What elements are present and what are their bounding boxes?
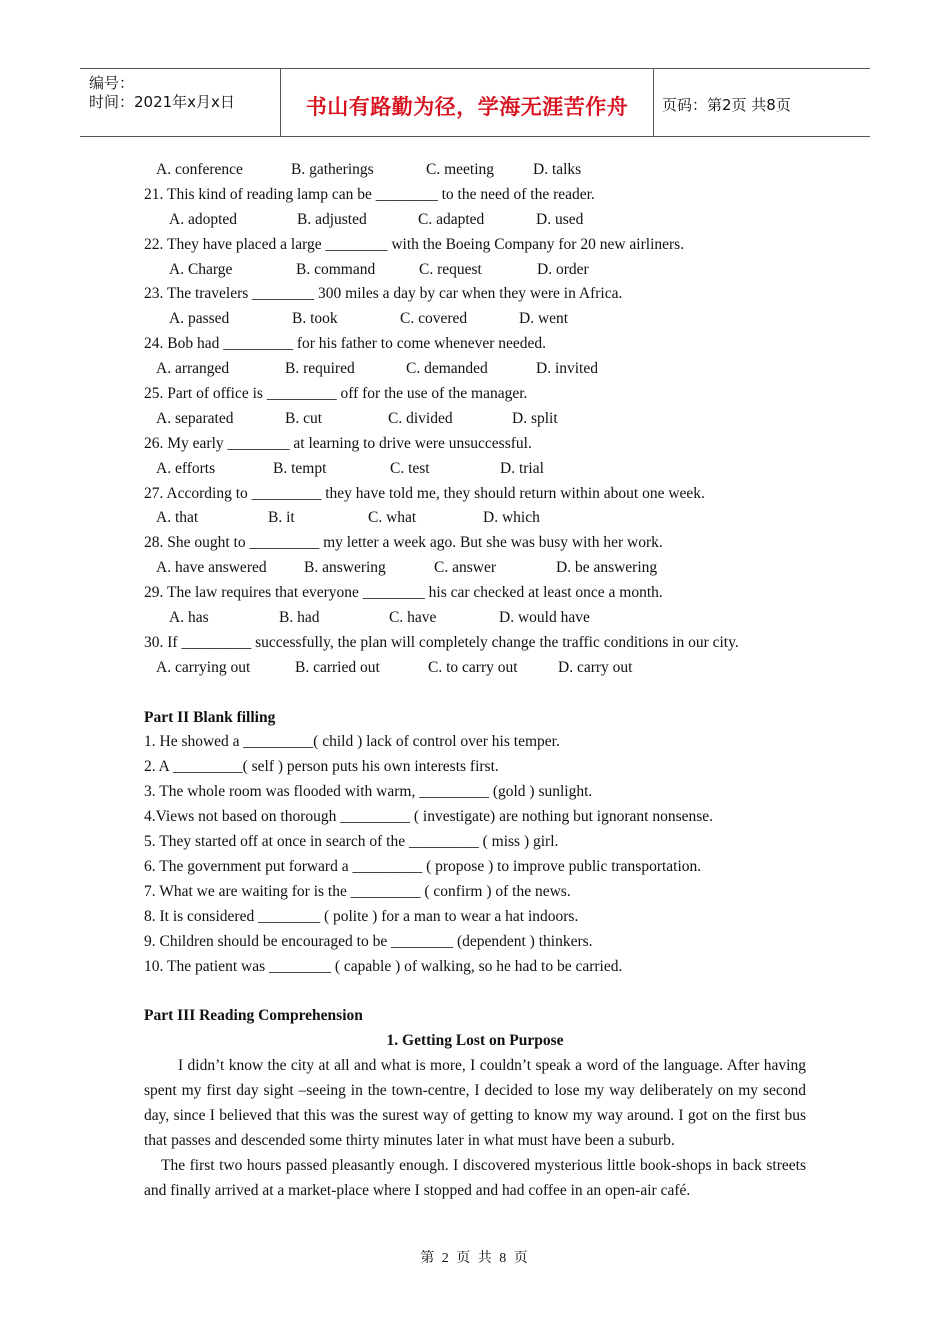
- option-c: C. divided: [388, 409, 453, 427]
- option-c: C. meeting: [426, 161, 495, 178]
- question-26: 26. My early ________ at learning to drive were unsuccessful.: [144, 434, 532, 452]
- option-d: D. order: [537, 260, 589, 278]
- options-q20: [144, 158, 806, 183]
- part3-heading: Part III Reading Comprehension: [144, 1007, 363, 1025]
- blank-item: 7. What we are waiting for is the _________ ( confirm ) of the news.: [144, 882, 571, 900]
- options-q24: [144, 357, 806, 382]
- option-c: C. covered: [400, 310, 468, 328]
- option-a: A. efforts: [156, 459, 216, 477]
- time-label: 时间：2021年x月x日: [89, 93, 235, 111]
- question-28: 28. She ought to _________ my letter a week ago. But she was busy with her work.: [144, 534, 663, 552]
- option-a: A. has: [169, 609, 209, 627]
- option-d: D. went: [519, 310, 569, 328]
- option-b: B. required: [285, 360, 355, 378]
- option-c: C. test: [390, 459, 430, 477]
- number-label: 编号：: [89, 74, 135, 92]
- options-q21: [144, 208, 806, 233]
- option-c: C. answer: [434, 559, 496, 577]
- passage-paragraph-1: I didn’t know the city at all and what is more, I couldn’t speak a word of the language. After having spent my first day sight –seeing in the town-centre, I decided to lose my way deliberately on my second day, since I believed that this was the surest way of getting to know my way around. I got on the first bus that passes and descended some thirty minutes later in what must have been a suburb.: [144, 1057, 806, 1149]
- option-c: C. demanded: [406, 360, 488, 378]
- section-spacer: [144, 681, 806, 706]
- options-q22: [144, 258, 806, 283]
- option-b: B. cut: [285, 409, 323, 427]
- option-d: D. split: [512, 409, 558, 427]
- question-27: 27. According to _________ they have told me, they should return within about one week.: [144, 484, 705, 502]
- option-a: A. adopted: [169, 210, 238, 228]
- document-body: [144, 158, 806, 1204]
- options-q26: [144, 457, 806, 482]
- page-footer: 第 2 页 共 8 页: [420, 1251, 530, 1266]
- option-c: C. adapted: [418, 210, 485, 228]
- motto: 书山有路勤为径，学海无涯苦作舟: [305, 95, 629, 119]
- option-d: D. would have: [499, 609, 590, 627]
- blank-item: 9. Children should be encouraged to be ________ (dependent ) thinkers.: [144, 932, 593, 950]
- blank-item: 4.Views not based on thorough _________ ( investigate) are nothing but ignorant nonsense.: [144, 808, 714, 826]
- page-indicator: 页码：第2页 共8页: [662, 96, 791, 114]
- option-d: D. which: [483, 509, 540, 527]
- blank-item: 3. The whole room was flooded with warm, _________ (gold ) sunlight.: [144, 783, 593, 801]
- option-a: A. separated: [156, 409, 234, 427]
- question-21: 21. This kind of reading lamp can be ________ to the need of the reader.: [144, 185, 595, 203]
- option-a: A. passed: [169, 310, 230, 328]
- option-b: B. gatherings: [291, 161, 374, 178]
- question-24: 24. Bob had _________ for his father to come whenever needed.: [144, 335, 547, 353]
- blank-item: 5. They started off at once in search of the _________ ( miss ) girl.: [144, 833, 559, 851]
- options-q25: [144, 407, 806, 432]
- option-b: B. adjusted: [297, 210, 367, 228]
- option-d: D. invited: [536, 360, 598, 378]
- option-c: C. request: [419, 260, 482, 278]
- option-d: D. be answering: [556, 559, 658, 577]
- option-c: C. to carry out: [428, 658, 518, 676]
- option-b: B. it: [268, 509, 295, 527]
- option-a: A. that: [156, 509, 199, 527]
- option-d: D. used: [536, 210, 584, 228]
- question-22: 22. They have placed a large ________ with the Boeing Company for 20 new airliners.: [144, 235, 685, 253]
- header-page-cell: [654, 69, 870, 136]
- question-25: 25. Part of office is _________ off for the use of the manager.: [144, 385, 528, 403]
- options-q23: [144, 307, 806, 332]
- blank-item: 10. The patient was ________ ( capable ) of walking, so he had to be carried.: [144, 957, 623, 975]
- option-a: A. arranged: [156, 360, 230, 378]
- option-d: D. carry out: [558, 658, 633, 676]
- option-b: B. took: [292, 310, 338, 328]
- option-b: B. tempt: [273, 459, 327, 477]
- option-b: B. had: [279, 609, 320, 627]
- option-b: B. carried out: [295, 658, 380, 676]
- header-motto-cell: [281, 69, 654, 136]
- options-q28: [144, 556, 806, 581]
- options-q29: [144, 606, 806, 631]
- option-d: D. trial: [500, 459, 544, 477]
- blank-item: 1. He showed a _________( child ) lack of control over his temper.: [144, 733, 560, 751]
- options-q27: [144, 506, 806, 531]
- section-spacer: [144, 979, 806, 1004]
- part2-heading: Part II Blank filling: [144, 708, 276, 726]
- question-23: 23. The travelers ________ 300 miles a day by car when they were in Africa.: [144, 285, 623, 303]
- option-a: A. conference: [156, 161, 243, 178]
- option-c: C. what: [368, 509, 417, 527]
- option-a: A. carrying out: [156, 658, 251, 676]
- blank-item: 8. It is considered ________ ( polite ) for a man to wear a hat indoors.: [144, 907, 579, 925]
- option-b: B. answering: [304, 559, 386, 577]
- option-d: D. talks: [533, 161, 582, 178]
- passage-paragraph-2: The first two hours passed pleasantly enough. I discovered mysterious little book-shops in back streets and finally arrived at a market-place where I stopped and had coffee in an open-air café.: [144, 1156, 806, 1199]
- page-header: [80, 68, 870, 137]
- option-c: C. have: [389, 609, 437, 627]
- option-a: A. Charge: [169, 260, 233, 278]
- header-info-cell: [80, 69, 281, 136]
- options-q30: [144, 656, 806, 681]
- passage-title: 1. Getting Lost on Purpose: [386, 1032, 564, 1050]
- blank-item: 2. A _________( self ) person puts his own interests first.: [144, 758, 499, 776]
- option-b: B. command: [296, 260, 376, 278]
- blank-item: 6. The government put forward a _________ ( propose ) to improve public transportation.: [144, 857, 702, 875]
- question-30: 30. If _________ successfully, the plan will completely change the traffic conditions in our city.: [144, 633, 739, 651]
- question-29: 29. The law requires that everyone ________ his car checked at least once a month.: [144, 584, 663, 602]
- option-a: A. have answered: [156, 559, 267, 577]
